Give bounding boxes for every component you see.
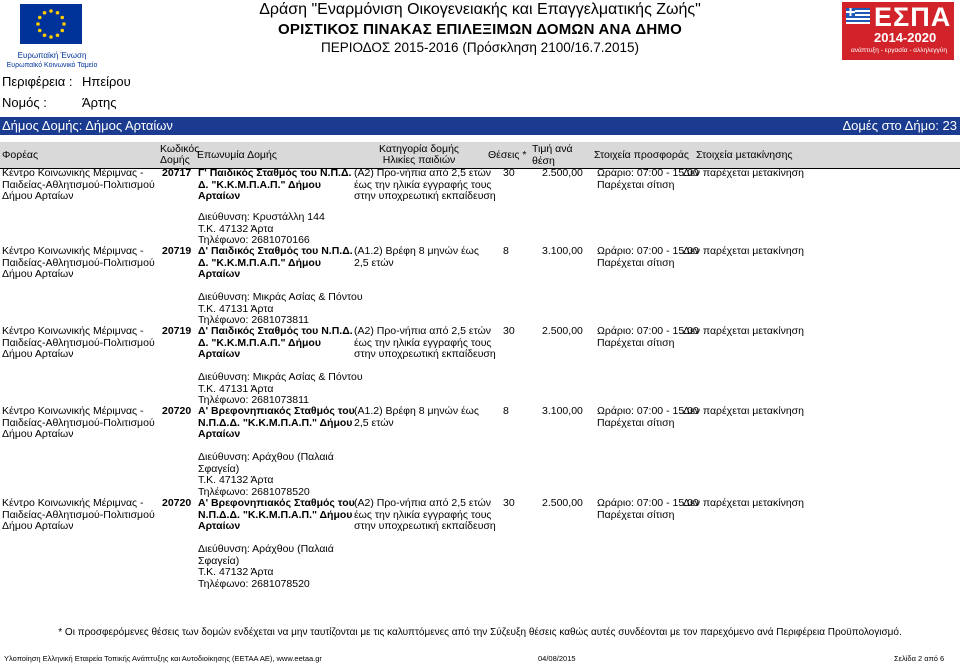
row-foreas: Κέντρο Κοινωνικής Μέριμνας - Παιδείας-Αθλητισμού-Πολιτισμού Δήμου Αρταίων [2,245,155,280]
eu-star-icon [38,16,42,20]
row-price: 2.500,00 [542,497,583,509]
region-label: Περιφέρεια : [2,74,73,89]
col-offer: Στοιχεία προσφοράς [594,149,689,161]
row-address: Διεύθυνση: Μικράς Ασίας & Πόντου Τ.Κ. 47131 Άρτα Τηλέφωνο: 2681073811 [198,291,363,326]
header-subtitle: ΟΡΙΣΤΙΚΟΣ ΠΙΝΑΚΑΣ ΕΠΙΛΕΞΙΜΩΝ ΔΟΜΩΝ ΑΝΑ ΔΗΜΟ [278,21,682,38]
row-foreas: Κέντρο Κοινωνικής Μέριμνας - Παιδείας-Αθλητισμού-Πολιτισμού Δήμου Αρταίων [2,325,155,360]
col-price: Τιμή ανά θέση [532,143,573,167]
prefecture-line [2,95,117,110]
row-transport: Δεν παρέχεται μετακίνηση [683,497,804,509]
row-name: Α' Βρεφονηπιακός Σταθμός του Ν.Π.Δ.Δ. "Κ.Κ.Μ.Π.Α.Π." Δήμου Αρταίων [198,497,355,532]
row-foreas: Κέντρο Κοινωνικής Μέριμνας - Παιδείας-Αθλητισμού-Πολιτισμού Δήμου Αρταίων [2,405,155,440]
row-seats: 8 [503,245,509,257]
col-transport: Στοιχεία μετακίνησης [696,149,793,161]
row-seats: 8 [503,405,509,417]
row-category: (Α1.2) Βρέφη 8 μηνών έως 2,5 ετών [354,245,479,269]
row-price: 2.500,00 [542,325,583,337]
region-line [2,74,131,89]
row-category: (Α2) Προ-νήπια από 2,5 ετών έως την ηλικία εγγραφής τους στην υποχρεωτική εκπαίδευση [354,325,496,360]
espa-years: 2014-2020 [874,30,937,45]
row-transport: Δεν παρέχεται μετακίνηση [683,325,804,337]
row-transport: Δεν παρέχεται μετακίνηση [683,167,804,179]
row-seats: 30 [503,167,515,179]
row-price: 2.500,00 [542,167,583,179]
footer-date: 04/08/2015 [538,654,576,663]
eu-star-icon [49,9,53,13]
eu-star-icon [36,22,40,26]
header-title: Δράση "Εναρμόνιση Οικογενειακής και Επαγγελματικής Ζωής" [259,1,701,18]
municipality-bar [0,117,960,135]
municipality-name: Δήμος Δομής: Δήμος Αρταίων [2,118,173,133]
row-price: 3.100,00 [542,405,583,417]
col-code: Κωδικός Δομής [160,143,200,166]
col-foreas: Φορέας [2,149,39,161]
row-code: 20720 [162,405,192,417]
eu-star-icon [49,35,53,39]
row-category: (Α1.2) Βρέφη 8 μηνών έως 2,5 ετών [354,405,479,429]
eu-star-icon [60,16,64,20]
header-period: ΠΕΡΙΟΔΟΣ 2015-2016 (Πρόσκληση 2100/16.7.2015) [320,40,640,55]
col-name: Επωνυμία Δομής [197,149,277,161]
eu-star-icon [56,11,60,15]
row-code: 20719 [162,325,192,337]
row-name: Γ' Παιδικός Σταθμός του Ν.Π.Δ. Δ. "Κ.Κ.Μ.Π.Α.Π." Δήμου Αρταίων [198,167,352,202]
footer-org: Υλοποίηση Ελληνική Εταιρεία Τοπικής Ανάπτυξης και Αυτοδιοίκησης (ΕΕΤΑΑ ΑΕ), www.eetaa.gr [4,654,322,663]
footnote: * Οι προσφερόμενες θέσεις των δομών ενδέχεται να μην ταυτίζονται με τις καλυπτόμενες από την Σύζευξη θέσεις καθώς αυτές συνδέονται με τον παρεχόμενο ανά Περιφέρεια Προϋπολογισμό. [58,627,902,638]
col-seats: Θέσεις * [488,149,527,161]
row-code: 20720 [162,497,192,509]
row-address: Διεύθυνση: Κρυστάλλη 144 Τ.Κ. 47132 Άρτα Τηλέφωνο: 2681070166 [198,211,325,246]
col-category: Κατηγορία δομής Ηλικίες παιδιών [379,143,459,166]
eu-star-icon [56,33,60,37]
row-code: 20717 [162,167,192,179]
espa-tagline: ανάπτυξη - εργασία - αλληλεγγύη [851,47,947,54]
row-address: Διεύθυνση: Αράχθου (Παλαιά Σφαγεία) Τ.Κ. 47132 Άρτα Τηλέφωνο: 2681078520 [198,451,334,498]
eu-flag-icon [6,4,98,44]
row-category: (Α2) Προ-νήπια από 2,5 ετών έως την ηλικία εγγραφής τους στην υποχρεωτική εκπαίδευση [354,497,496,532]
row-name: Δ' Παιδικός Σταθμός του Ν.Π.Δ. Δ. "Κ.Κ.Μ.Π.Α.Π." Δήμου Αρταίων [198,325,353,360]
footer-page: Σελίδα 2 από 6 [894,654,945,663]
row-offer: Ωράριο: 07:00 - 15:00 Παρέχεται σίτιση [597,497,699,521]
eu-star-icon [38,29,42,33]
row-address: Διεύθυνση: Αράχθου (Παλαιά Σφαγεία) Τ.Κ. 47132 Άρτα Τηλέφωνο: 2681078520 [198,543,334,590]
row-category: (Α2) Προ-νήπια από 2,5 ετών έως την ηλικία εγγραφής τους στην υποχρεωτική εκπαίδευση [354,167,496,202]
row-offer: Ωράριο: 07:00 - 15:00 Παρέχεται σίτιση [597,325,699,349]
eu-star-icon [62,22,66,26]
espa-logo [842,2,954,60]
espa-word: ΕΣΠΑ [874,2,952,32]
eu-logo-line1: Ευρωπαϊκή Ένωση [17,51,87,60]
row-offer: Ωράριο: 07:00 - 15:00 Παρέχεται σίτιση [597,167,699,191]
structure-count: Δομές στο Δήμο: 23 [842,118,957,133]
eu-logo-line2: Ευρωπαϊκό Κοινωνικό Ταμείο [6,62,98,69]
row-code: 20719 [162,245,192,257]
prefecture-value: Άρτης [82,95,117,110]
row-seats: 30 [503,497,515,509]
eu-star-icon [43,33,47,37]
region-value: Ηπείρου [82,74,131,89]
prefecture-label: Νομός : [2,95,47,110]
row-name: Α' Βρεφονηπιακός Σταθμός του Ν.Π.Δ.Δ. "Κ.Κ.Μ.Π.Α.Π." Δήμου Αρταίων [198,405,355,440]
row-address: Διεύθυνση: Μικράς Ασίας & Πόντου Τ.Κ. 47131 Άρτα Τηλέφωνο: 2681073811 [198,371,363,406]
row-seats: 30 [503,325,515,337]
eu-star-icon [43,11,47,15]
row-name: Δ' Παιδικός Σταθμός του Ν.Π.Δ. Δ. "Κ.Κ.Μ.Π.Α.Π." Δήμου Αρταίων [198,245,353,280]
row-price: 3.100,00 [542,245,583,257]
greek-flag-icon [846,8,870,24]
row-transport: Δεν παρέχεται μετακίνηση [683,405,804,417]
row-offer: Ωράριο: 07:00 - 15:00 Παρέχεται σίτιση [597,245,699,269]
table-header [0,142,960,168]
eu-star-icon [60,29,64,33]
row-offer: Ωράριο: 07:00 - 15:00 Παρέχεται σίτιση [597,405,699,429]
eu-logo [6,4,98,69]
document-header [200,0,760,56]
row-foreas: Κέντρο Κοινωνικής Μέριμνας - Παιδείας-Αθλητισμού-Πολιτισμού Δήμου Αρταίων [2,497,155,532]
row-transport: Δεν παρέχεται μετακίνηση [683,245,804,257]
row-foreas: Κέντρο Κοινωνικής Μέριμνας - Παιδείας-Αθλητισμού-Πολιτισμού Δήμου Αρταίων [2,167,155,202]
